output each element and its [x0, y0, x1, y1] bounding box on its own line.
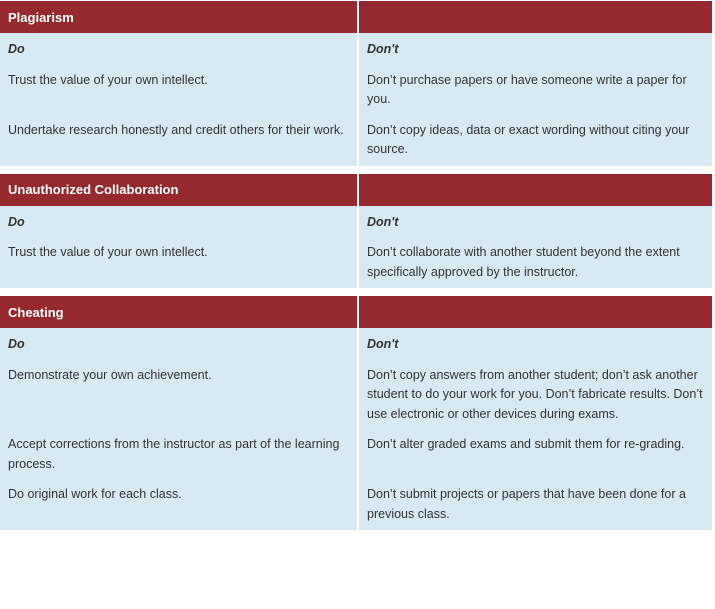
dont-cell: Don’t submit projects or papers that have been done for a previous class.: [358, 480, 712, 530]
do-cell: Trust the value of your own intellect.: [0, 66, 358, 116]
do-cell: Trust the value of your own intellect.: [0, 238, 358, 288]
table-row: [0, 361, 712, 431]
table-row: [0, 480, 712, 530]
column-header-row: [0, 328, 712, 361]
dont-cell: Don’t collaborate with another student beyond the extent specifically approved by the instructor.: [358, 238, 712, 288]
table-row: [0, 238, 712, 288]
section-title-blank: [358, 296, 712, 328]
cheating-table: [0, 296, 712, 530]
dont-column-header: Don't: [358, 33, 712, 66]
section-title: Plagiarism: [0, 1, 358, 33]
section-title: Cheating: [0, 296, 358, 328]
table-row: [0, 116, 712, 166]
section-title: Unauthorized Collaboration: [0, 174, 358, 206]
section-header-row: [0, 1, 712, 33]
section-header-row: [0, 296, 712, 328]
section-title-blank: [358, 174, 712, 206]
plagiarism-table: [0, 1, 712, 166]
column-header-row: [0, 206, 712, 239]
unauthorized-collaboration-table: [0, 174, 712, 289]
do-cell: Undertake research honestly and credit others for their work.: [0, 116, 358, 166]
do-column-header: Do: [0, 206, 358, 239]
section-title-blank: [358, 1, 712, 33]
do-cell: Do original work for each class.: [0, 480, 358, 530]
table-row: [0, 430, 712, 480]
dont-cell: Don’t alter graded exams and submit them for re-grading.: [358, 430, 712, 480]
do-column-header: Do: [0, 328, 358, 361]
dont-column-header: Don't: [358, 206, 712, 239]
do-cell: Accept corrections from the instructor as part of the learning process.: [0, 430, 358, 480]
dont-cell: Don’t copy ideas, data or exact wording without citing your source.: [358, 116, 712, 166]
do-cell: Demonstrate your own achievement.: [0, 361, 358, 431]
dont-column-header: Don't: [358, 328, 712, 361]
do-column-header: Do: [0, 33, 358, 66]
column-header-row: [0, 33, 712, 66]
dont-cell: Don’t copy answers from another student; don’t ask another student to do your work for you. Don’t fabricate results. Don’t use electronic or other devices during exams.: [358, 361, 712, 431]
table-row: [0, 66, 712, 116]
section-header-row: [0, 174, 712, 206]
dont-cell: Don’t purchase papers or have someone write a paper for you.: [358, 66, 712, 116]
